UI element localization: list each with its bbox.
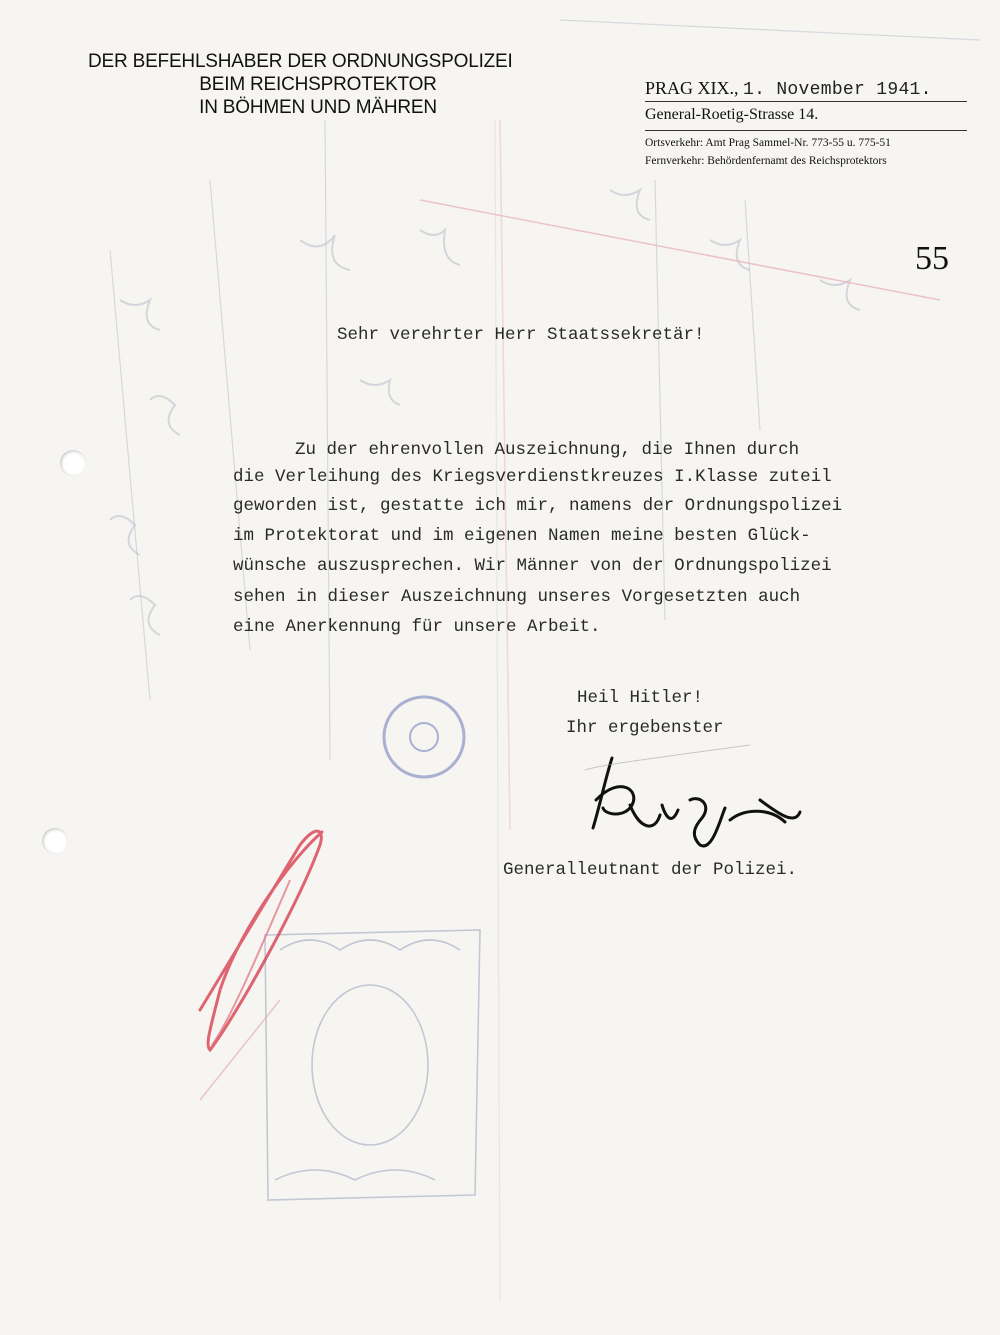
place-date-line xyxy=(645,78,932,100)
punch-hole-top xyxy=(60,450,86,476)
letterhead-line-2: BEIM REICHSPROTEKTOR xyxy=(199,74,437,95)
place: PRAG XIX., xyxy=(645,78,739,98)
date-underline xyxy=(645,101,967,102)
page-number: 55 xyxy=(915,240,949,277)
body-line: im Protektorat und im eigenen Namen meine besten Glück- xyxy=(233,526,811,546)
letterhead xyxy=(88,50,548,119)
letterhead-line-3: IN BÖHMEN UND MÄHREN xyxy=(199,97,437,118)
letterhead-line-1: DER BEFEHLSHABER DER ORDNUNGSPOLIZEI xyxy=(88,51,513,72)
closing-greeting: Heil Hitler! xyxy=(577,688,704,708)
signatory-rank: Generalleutnant der Polizei. xyxy=(503,860,798,880)
body-line: sehen in dieser Auszeichnung unseres Vorgesetzten auch xyxy=(233,587,801,607)
phone-local: Ortsverkehr: Amt Prag Sammel-Nr. 773-55 u. 775-51 xyxy=(645,137,891,149)
body-line: wünsche auszusprechen. Wir Männer von der Ordnungspolizei xyxy=(233,556,832,576)
punch-hole-bottom xyxy=(42,828,68,854)
street-address: General-Roetig-Strasse 14. xyxy=(645,106,819,123)
body-line: eine Anerkennung für unsere Arbeit. xyxy=(233,617,601,637)
salutation: Sehr verehrter Herr Staatssekretär! xyxy=(337,325,705,345)
closing-valediction: Ihr ergebenster xyxy=(566,718,724,738)
phone-long-distance: Fernverkehr: Behördenfernamt des Reichsprotektors xyxy=(645,155,887,167)
letter-date: 1. November 1941. xyxy=(743,80,932,100)
body-line: die Verleihung des Kriegsverdienstkreuzes I.Klasse zuteil xyxy=(233,467,832,487)
street-underline xyxy=(645,130,967,131)
body-line: Zu der ehrenvollen Auszeichnung, die Ihnen durch xyxy=(295,440,800,460)
body-line: geworden ist, gestatte ich mir, namens der Ordnungspolizei xyxy=(233,496,843,516)
